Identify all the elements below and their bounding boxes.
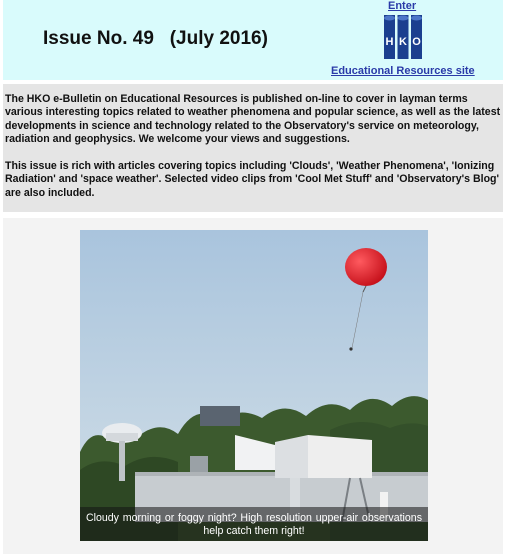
photo-caption[interactable]: Cloudy morning or foggy night? High resolution upper-air observations help catch them right! <box>86 512 422 537</box>
feature-photo-illustration <box>80 230 428 541</box>
photo-caption-bar <box>80 507 428 541</box>
intro-panel <box>3 84 503 212</box>
intro-paragraph-2: This issue is rich with articles covering topics including 'Clouds', 'Weather Phenomena', 'Ionizing Radiation' and 'space weather'. Selected video clips from 'Cool Met Stuff' and 'Observatory's Blog' are also included. <box>5 160 500 199</box>
weather-balloon <box>345 248 387 286</box>
hko-logo-icon[interactable] <box>382 15 424 59</box>
logo-letter-o: O <box>412 36 421 48</box>
issue-title: Issue No. 49 (July 2016) <box>43 28 268 49</box>
intro-paragraph-1: The HKO e-Bulletin on Educational Resources is published on-line to cover in layman terms various interesting topics related to weather phenomena and popular science, as well as the latest developments in science and technology related to the Observatory's service on meteorology, radiation and geophysics. We welcome your views and suggestions. <box>5 93 501 146</box>
logo-letter-h: H <box>385 36 394 48</box>
educational-resources-link[interactable]: Educational Resources site <box>331 65 475 77</box>
logo-letter-k: K <box>399 36 407 48</box>
enter-link[interactable]: Enter <box>388 0 417 12</box>
feature-photo[interactable] <box>80 230 428 541</box>
